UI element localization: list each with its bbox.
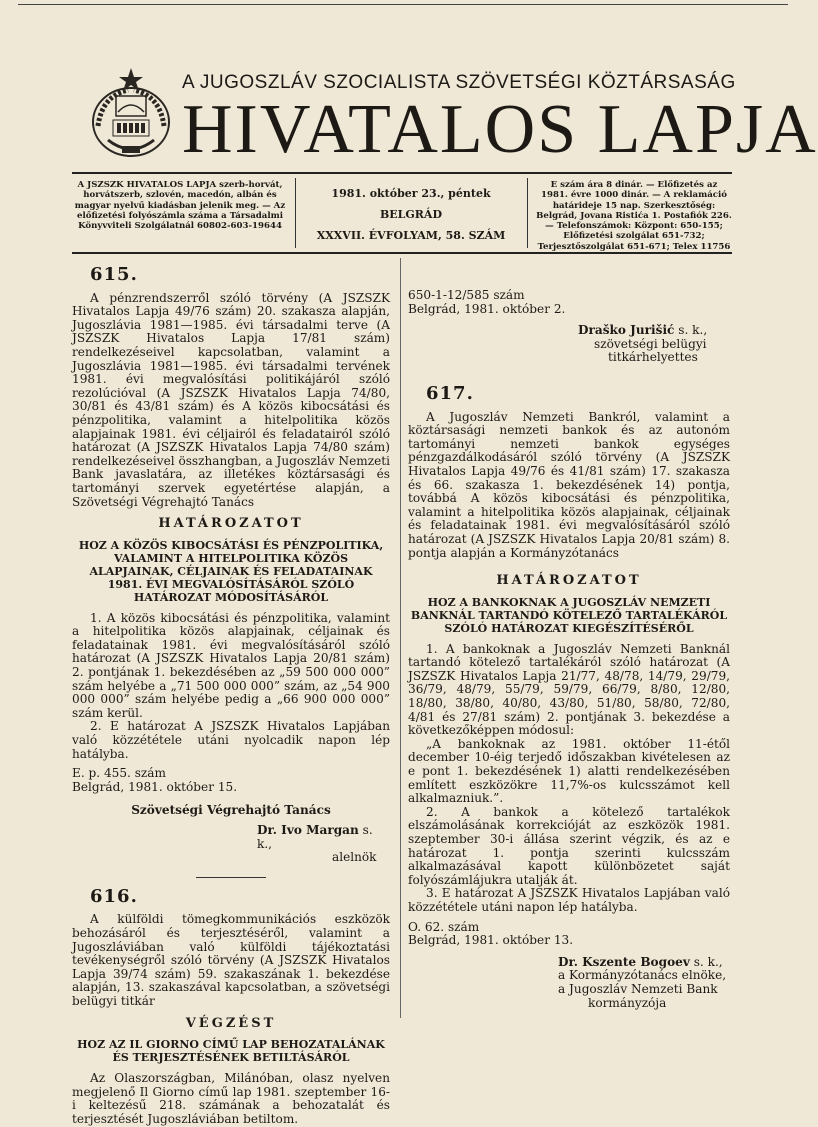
signature-block (558, 956, 730, 1010)
issue-place: BELGRÁD (379, 208, 443, 221)
signer-name: Dr. Ivo Margan (257, 823, 359, 837)
signer-title: kormányzója (588, 995, 667, 1010)
paragraph: 1. A közös kibocsátási és pénzpolitika, valamint a hitelpolitika közös alapjainak, céljainak és feladatainak 1981. évi megvalósításáról szóló határozat (A JSZSZK Hivatalos Lapja 20/81 szám) 2. pontjának 1. bekezdésében az „59 500 000 000” szám helyébe a „71 500 000 000” szám, az „54 900 000 000” szám helyébe pedig a „66 900 000 000” szám kerül. (72, 610, 390, 720)
right-column (408, 262, 730, 1010)
top-edge-line (18, 4, 788, 5)
place-date: Belgrád, 1981. október 2. (408, 301, 566, 316)
decree-heading: HATÁROZATOT (158, 516, 304, 532)
decree-subject: HOZ A KÖZÖS KIBOCSÁTÁSI ÉS PÉNZPOLITIKA, VALAMINT A HITELPOLITIKA KÖZÖS ALAPJAINAK, CÉLJAINAK ÉS FELADATAINAK 1981. ÉVI MEGVALÓSÍTÁSÁRÓL SZÓLÓ HATÁROZAT MÓDOSÍTÁSÁRÓL (78, 538, 384, 604)
paragraph: 1. A bankoknak a Jugoszláv Nemzeti Banknál tartandó kötelező tartalékáról szóló határozat (A JSZSZK Hivatalos Lapja 21/77, 48/78, 14/79, 29/79, 36/79, 48/79, 55/79, 59/79, 66/79, 8/80, 12/80, 18/80, 38/80, 40/80, 43/80, 51/80, 58/80, 72/80, 4/81 és 27/81 szám) 2. pontjának 3. bekezdése a következőképpen módosul: (408, 641, 730, 738)
left-column (72, 262, 390, 1126)
article-intro: A pénzrendszerről szóló törvény (A JSZSZK Hivatalos Lapja 49/76 szám) 20. szakasza alapján, Jugoszlávia 1981—1985. évi társadalmi terve (A JSZSZK Hivatalos Lapja 17/81 szám) rendelkezéseivel kapcsolatban, valamint a Jugoszlávia 1981—1985. évi társadalmi tervének 1981. évi megvalósítási politikájáról szóló rezolúcióval (A JSZSZK Hivatalos Lapja 74/80, 30/81 és 43/81 szám) és A közös kibocsátási és pénzpolitika, valamint a hitelpolitika közös alapjainak 1981. évi céljairól és feladatairól szóló határozat (A JSZSZK Hivatalos Lapja 74/80 szám) rendelkezéseivel összhangban, a Jugoszláv Nemzeti Bank javaslatára, az illetékes köztársasági és tartományi szervek egyetértése alapján, a Szövetségi Végrehajtó Tanács (72, 290, 390, 509)
article-intro: A külföldi tömegkommunikációs eszközök behozásáról és terjesztéséről, valamint a Jugoszláviában való külföldi tájékoztatási tevékenységről szóló törvény (A JSZSZK Hivatalos Lapja 39/74 szám) 59. szakaszának 1. bekezdése alapján, 13. szakaszával kapcsolatban, a szövetségi belügyi titkár (72, 912, 390, 1008)
masthead-subtitle: A JUGOSZLÁV SZOCIALISTA SZÖVETSÉGI KÖZTÁRSASÁG (182, 72, 736, 93)
yugoslav-coat-of-arms-icon (88, 66, 174, 162)
masthead-title: HIVATALOS LAPJA (182, 91, 818, 168)
signer-suffix: s. k., (689, 954, 723, 969)
header-divider-left (295, 178, 296, 248)
reference-number: O. 62. szám (408, 919, 480, 934)
place-date: Belgrád, 1981. október 13. (408, 933, 574, 948)
signer-title: titkárhelyettes (608, 350, 698, 365)
paragraph: Az Olaszországban, Milánóban, olasz nyelven megjelenő Il Giorno című lap 1981. szeptember 16-i keltezésű 218. számának a behozatalát és terjesztését Jugoszláviában betiltom. (72, 1071, 390, 1126)
header-divider-right (527, 178, 528, 248)
signer-title: alelnök (332, 850, 377, 865)
place-date: Belgrád, 1981. október 15. (72, 779, 238, 794)
issue-volume: XXXVII. ÉVFOLYAM, 58. SZÁM (316, 229, 506, 242)
signer-title: a Jugoszláv Nemzeti Bank (558, 981, 718, 996)
paragraph: 2. A bankok a kötelező tartalékok elszámolásának korrekcióját az eszközök 1981. szeptember 30-i állása szerint végzik, és az e határozat 1. pontja szerinti kulcsszám alkalmazásával kapott különbözetet saját folyószámlájukra utalják át. (408, 804, 730, 887)
signature-block (257, 824, 390, 865)
price-contact-info: E szám ára 8 dinár. — Előfizetés az 1981. évre 1000 dinár. — A reklamáció határideje 15 nap. Szerkesztőség: Belgrád, Jovana Ristića 1. Postafiók 226. — Telefonszámok: Központ: 650-155; Előfizetési szolgálat 651-732; Terjesztőszolgálat 651-671; Telex 11756 (536, 180, 732, 252)
signer-name: Dr. Kszente Bogoev (558, 954, 690, 969)
article-intro: A Jugoszláv Nemzeti Bankról, valamint a köztársasági nemzeti bankok és az autonóm tartományi nemzeti bankok egységes pénzgazdálkodásáról szóló törvény (A JSZSZK Hivatalos Lapja 49/76 és 41/81 szám) 17. szakasza és 66. szakasza 1. bekezdésének 14) pontja, továbbá A közös kibocsátási és pénzpolitika, valamint a hitelpolitika közös alapjainak, céljainak és feladatainak 1981. évi megvalósításáról szóló határozat (A JSZSZK Hivatalos Lapja 20/81 szám) 8. pontja alapján a Kormányzótanács (408, 409, 730, 560)
paragraph: „A bankoknak az 1981. október 11-étől december 10-éig terjedő időszakban kivételesen az e pont 1. bekezdésének 1) alatti rendelkezésében említett eszközökre 11,7%-os kulcsszámot kell alkalmazniuk.”. (408, 736, 730, 806)
issuing-body: Szövetségi Végrehajtó Tanács (131, 803, 331, 818)
signer-title: szövetségi belügyi (594, 336, 707, 351)
decree-subject: HOZ A BANKOKNAK A JUGOSZLÁV NEMZETI BANKNÁL TARTANDÓ KÖTELEZŐ TARTALÉKÁRÓL SZÓLÓ HATÁROZAT KIEGÉSZÍTÉSÉRŐL (410, 595, 728, 635)
publication-info: A JSZSZK HIVATALOS LAPJA szerb-horvát, horvátszerb, szlovén, macedón, albán és magyar nyelvű kiadásban jelenik meg. — Az előfizetési folyószámla száma a Társadalmi Könyvviteli Szolgálatnál 60802-603-19644 (74, 180, 286, 232)
signer-title: a Kormányzótanács elnöke, (558, 968, 727, 983)
decree-heading: HATÁROZATOT (496, 573, 642, 589)
signature-block (578, 324, 730, 365)
article-number: 616. (90, 885, 138, 907)
paragraph: 3. E határozat A JSZSZK Hivatalos Lapjában való közzététele utáni napon lép hatályba. (408, 886, 730, 914)
issue-date: 1981. október 23., péntek (331, 187, 491, 200)
issue-info (300, 183, 522, 246)
signer-suffix: s. k., (257, 823, 373, 851)
paragraph: 2. E határozat A JSZSZK Hivatalos Lapjában való közzététele utáni nyolcadik napon lép hatályba. (72, 719, 390, 761)
signer-name: Draško Jurišić (578, 323, 675, 338)
decree-subject: HOZ AZ IL GIORNO CÍMŰ LAP BEHOZATALÁNAK ÉS TERJESZTÉSÉNEK BETILTÁSÁRÓL (77, 1038, 385, 1065)
article-number: 617. (426, 382, 474, 404)
article-number: 615. (90, 264, 138, 285)
column-divider (400, 258, 401, 1018)
reference-number: E. p. 455. szám (72, 766, 166, 781)
signer-suffix: s. k., (674, 323, 708, 338)
continued-text-spacer (408, 262, 730, 289)
reference-number: 650-1-12/585 szám (408, 288, 525, 302)
article-separator (196, 877, 266, 878)
masthead-rule-bottom (72, 252, 732, 254)
masthead-rule-top (72, 172, 732, 174)
decree-heading: VÉGZÉST (185, 1015, 277, 1031)
